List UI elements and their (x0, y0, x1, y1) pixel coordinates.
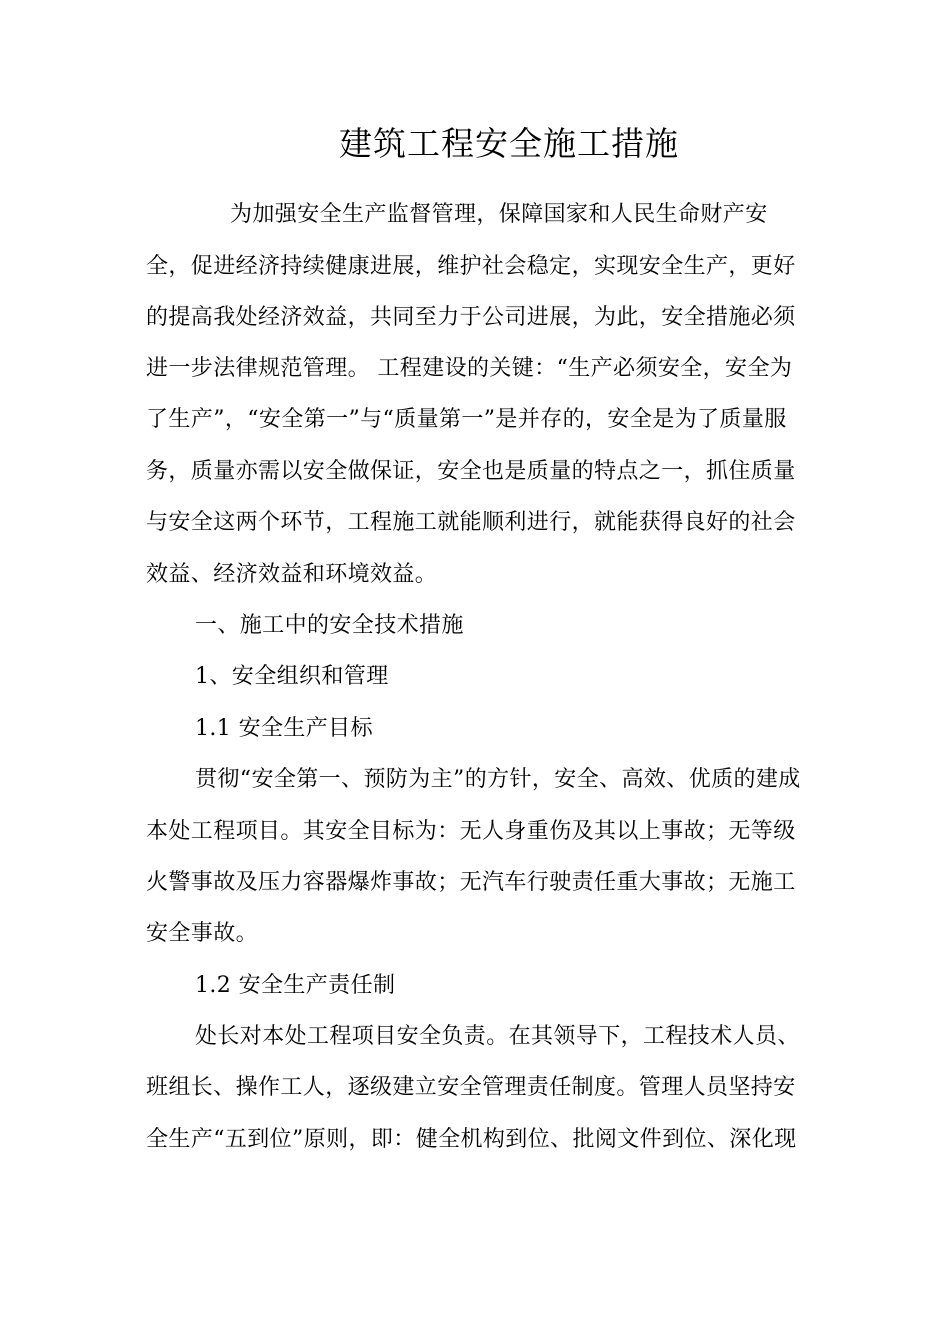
subsection-heading: 1.2 安全生产责任制 (195, 973, 396, 998)
paragraph-line: 的提高我处经济效益，共同至力于公司进展，为此，安全措施必须 (146, 305, 796, 330)
paragraph-line: 本处工程项目。其安全目标为：无人身重伤及其以上事故；无等级 (146, 819, 796, 844)
paragraph-line: 班组长、操作工人，逐级建立安全管理责任制度。管理人员坚持安 (146, 1075, 796, 1100)
paragraph-line: 进一步法律规范管理。 工程建设的关键：“生产必须安全，安全为 (146, 356, 793, 381)
subsection-heading: 1、安全组织和管理 (195, 664, 389, 689)
section-heading: 一、施工中的安全技术措施 (195, 613, 464, 638)
document-title: 建筑工程安全施工措施 (339, 124, 679, 163)
paragraph-line: 处长对本处工程项目安全负责。在其领导下，工程技术人员、 (195, 1024, 800, 1049)
paragraph-line: 安全事故。 (146, 921, 259, 946)
paragraph-line: 全生产“五到位”原则，即：健全机构到位、批阅文件到位、深化现 (146, 1127, 797, 1152)
paragraph-line: 效益、经济效益和环境效益。 (146, 562, 438, 587)
paragraph-line: 了生产”，“安全第一”与“质量第一”是并存的，安全是为了质量服 (146, 407, 787, 432)
paragraph-line: 火警事故及压力容器爆炸事故；无汽车行驶责任重大事故；无施工 (146, 870, 796, 895)
paragraph-line: 贯彻“安全第一、预防为主”的方针，安全、高效、优质的建成 (195, 767, 801, 792)
paragraph-line: 务，质量亦需以安全做保证，安全也是质量的特点之一，抓住质量 (146, 459, 796, 484)
paragraph-line: 为加强安全生产监督管理，保障国家和人民生命财产安 (230, 202, 768, 227)
paragraph-line: 全，促进经济持续健康进展，维护社会稳定，实现安全生产，更好 (146, 254, 796, 279)
paragraph-line: 与安全这两个环节，工程施工就能顺利进行，就能获得良好的社会 (146, 510, 796, 535)
subsection-heading: 1.1 安全生产目标 (195, 716, 373, 741)
